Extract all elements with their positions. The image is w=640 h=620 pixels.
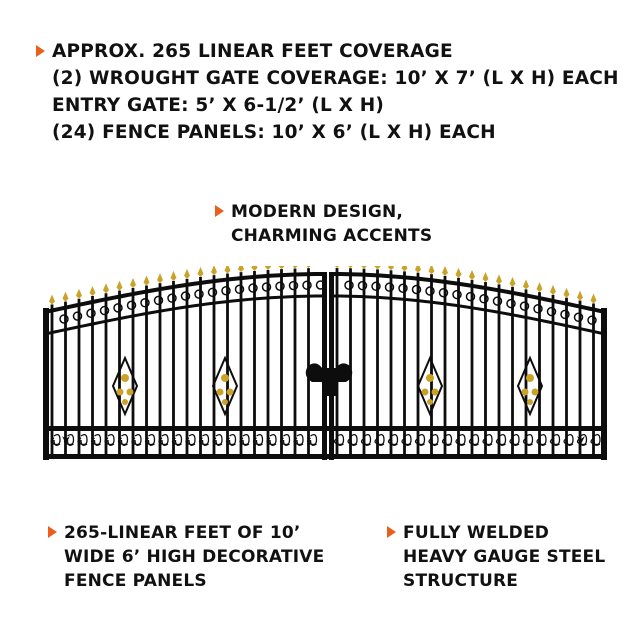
finial [483, 272, 489, 282]
finial [402, 266, 408, 271]
finial [429, 266, 435, 274]
picket [417, 273, 420, 459]
steel-callout-line: HEAVY GAUGE STEEL [403, 547, 606, 567]
picket [105, 293, 108, 459]
picket [498, 284, 501, 459]
picket [349, 268, 352, 459]
finial [348, 266, 354, 268]
steel-callout-line: FULLY WELDED [403, 523, 550, 543]
gold-accent [227, 389, 234, 396]
spec-fence-panels: (24) FENCE PANELS: 10’ X 6’ (L X H) EACH [52, 122, 496, 143]
finial [306, 266, 312, 268]
picket [525, 289, 528, 459]
finial [49, 295, 55, 305]
gold-accent [427, 399, 433, 405]
picket [511, 287, 514, 459]
diamond-ornament [418, 358, 442, 414]
finial [415, 266, 421, 273]
picket [91, 296, 94, 459]
finial [388, 266, 394, 270]
picket [253, 271, 256, 459]
gold-accent [222, 399, 228, 405]
design-callout-line: MODERN DESIGN, [231, 202, 404, 222]
finial [103, 283, 109, 293]
gold-accent [127, 389, 134, 396]
finial [469, 270, 475, 280]
picket [565, 298, 568, 459]
design-callout-line: CHARMING ACCENTS [231, 226, 433, 246]
finial [442, 266, 448, 276]
picket [390, 270, 393, 459]
gold-accent [526, 374, 534, 382]
gold-accent [432, 389, 439, 396]
picket [403, 271, 406, 459]
gate-drawing [40, 266, 610, 484]
finial [225, 266, 231, 274]
finial [184, 269, 190, 279]
latch-plate [306, 363, 353, 396]
panels-callout-line: 265-LINEAR FEET OF 10’ [64, 523, 301, 543]
finial [117, 281, 123, 291]
center-stile-right [329, 272, 334, 460]
finial [591, 294, 597, 304]
picket [552, 295, 555, 459]
steel-callout-line: STRUCTURE [403, 571, 519, 591]
gold-accent [422, 389, 429, 396]
finial [76, 289, 82, 299]
picket [363, 269, 366, 459]
finial [211, 266, 217, 275]
diamond-ornament [213, 358, 237, 414]
finial [375, 266, 381, 269]
finial [157, 273, 163, 283]
finial [496, 274, 502, 284]
arrow-bullet-icon [36, 45, 45, 57]
right-post [601, 308, 607, 460]
picket [280, 269, 283, 459]
picket [457, 278, 460, 459]
picket [471, 280, 474, 459]
gold-accent [121, 374, 129, 382]
steel-callout [403, 521, 605, 593]
picket [376, 269, 379, 459]
gold-accent [122, 399, 128, 405]
spec-coverage: APPROX. 265 LINEAR FEET COVERAGE [52, 41, 453, 62]
spec-list [52, 38, 619, 146]
panels-callout-line: WIDE 6’ HIGH DECORATIVE [64, 547, 325, 567]
gold-accent [426, 374, 434, 382]
gold-accent [522, 389, 529, 396]
panels-callout-line: FENCE PANELS [64, 571, 207, 591]
picket [199, 277, 202, 459]
finial [564, 288, 570, 298]
gold-accent [527, 399, 533, 405]
finial [550, 285, 556, 295]
picket [267, 270, 270, 459]
finial [144, 276, 150, 286]
picket [159, 283, 162, 459]
picket [145, 286, 148, 459]
gate-illustration [40, 266, 610, 484]
finial [63, 292, 69, 302]
spec-entry-gate: ENTRY GATE: 5’ X 6-1/2’ (L X H) [52, 95, 385, 116]
arrow-bullet-icon [215, 205, 224, 217]
picket [430, 274, 433, 459]
picket [240, 272, 243, 459]
finial [334, 266, 340, 268]
arrow-bullet-icon [48, 526, 57, 538]
design-callout [231, 200, 432, 248]
picket [64, 302, 67, 459]
finial [90, 286, 96, 296]
picket [444, 276, 447, 459]
gold-accent [532, 389, 539, 396]
finial [523, 279, 529, 289]
center-stile-left [322, 272, 327, 460]
finial [577, 291, 583, 301]
picket [294, 269, 297, 459]
arrow-bullet-icon [387, 526, 396, 538]
finial [238, 266, 244, 272]
picket [172, 281, 175, 459]
gold-accent [117, 389, 124, 396]
picket [336, 268, 339, 459]
finial [265, 266, 271, 270]
finial [537, 282, 543, 292]
left-post [43, 308, 49, 460]
picket [78, 299, 81, 459]
gold-accent [221, 374, 229, 382]
finial [279, 266, 285, 269]
finial [252, 266, 258, 271]
gold-accent [217, 389, 224, 396]
finial [510, 277, 516, 287]
picket [186, 279, 189, 459]
finial [198, 267, 204, 277]
finial [130, 278, 136, 288]
finial [292, 266, 298, 269]
picket [307, 268, 310, 459]
finial [361, 266, 367, 269]
finial [456, 268, 462, 278]
panels-callout [64, 521, 324, 593]
picket [484, 282, 487, 459]
picket [213, 275, 216, 459]
spec-gate-coverage: (2) WROUGHT GATE COVERAGE: 10’ X 7’ (L X H) EACH [52, 68, 619, 89]
picket [51, 305, 54, 459]
finial [171, 271, 177, 281]
